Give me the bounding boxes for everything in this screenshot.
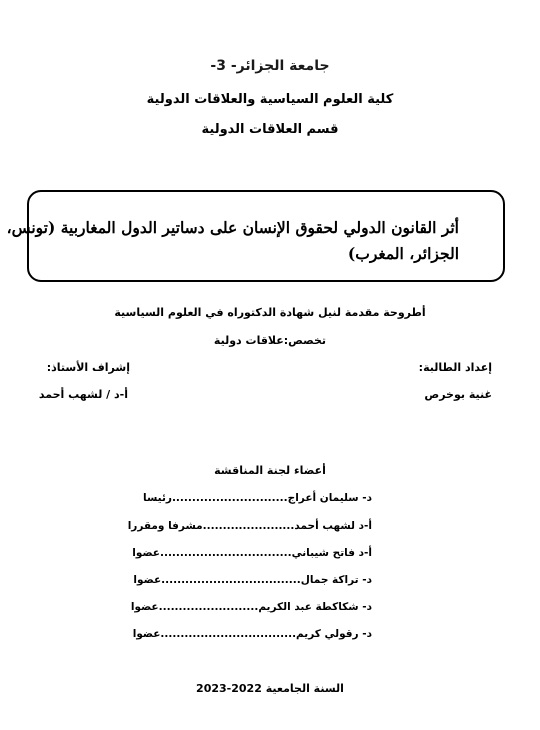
student-name: غنية بوخرص — [424, 388, 492, 401]
committee-member: د- شكاكطة عبد الكريم.........................عضوا — [130, 601, 372, 613]
supervisor-name: أ-د / لشهب أحمد — [38, 388, 128, 401]
thesis-title-line-1: أثر القانون الدولي لحقوق الإنسان على دساتير الدول المغاربية (تونس، — [6, 218, 459, 237]
specialization: تخصص:علاقات دولية — [213, 334, 327, 347]
committee-title: أعضاء لجنة المناقشة — [214, 464, 326, 477]
supervisor-label: إشراف الأستاذ: — [46, 361, 130, 374]
committee-member: د- رقولي كريم..................................عضوا — [132, 628, 372, 640]
committee-member: أ-د لشهب أحمد.......................مشرفا ومقررا — [127, 520, 372, 532]
thesis-title-line-2: الجزائر، المغرب) — [347, 244, 459, 263]
committee-member: د- سليمان أعراج.............................رئيسا — [143, 492, 372, 504]
prepared-by-label: إعداد الطالبة: — [418, 361, 492, 374]
faculty-name: كلية العلوم السياسية والعلاقات الدولية — [146, 92, 394, 107]
academic-year: السنة الجامعية 2022-2023 — [196, 682, 344, 695]
department-name: قسم العلاقات الدولية — [201, 122, 339, 137]
committee-member: د- تراكة جمال...................................عضوا — [133, 574, 372, 586]
university-name: جامعة الجزائر- 3- — [210, 58, 330, 74]
thesis-title-box — [6, 190, 505, 282]
committee-member: أ-د فاتح شيباني.................................عضوا — [132, 547, 372, 559]
thesis-description: أطروحة مقدمة لنيل شهادة الدكتوراه في العلوم السياسية — [114, 306, 426, 319]
